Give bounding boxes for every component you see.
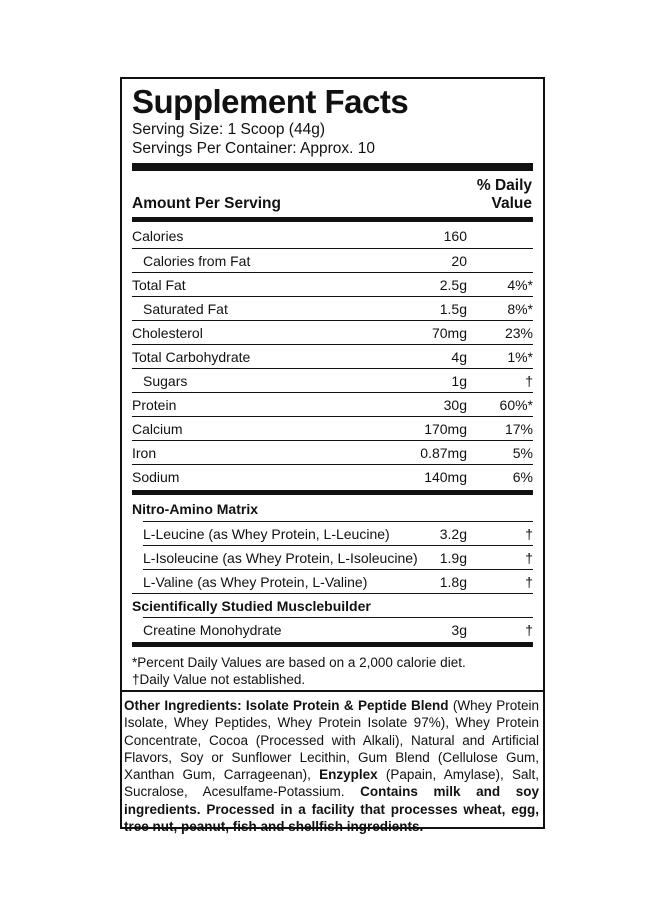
nutrient-row-protein: Protein 30g 60%*: [132, 392, 533, 416]
nutrient-row-iron: Iron 0.87mg 5%: [132, 440, 533, 464]
other-ingredients: Other Ingredients: Isolate Protein & Peptide Blend (Whey Protein Isolate, Whey Peptides, Whey Protein Isolate 97%), Whey Protein Concentrate, Cocoa (Processed with Alkali), Natural and Artificial Flavors, Soy or Sunflower Lecithin, Gum Blend (Cellulose Gum, Xanthan Gum, Carrageenan), Enzyplex (Papain, Amylase), Salt, Sucralose, Acesulfame-Potassium. Contains milk and soy ingredients. Processed in a facility that processes wheat, egg, tree nut, peanut, fish and shellfish ingredients.: [124, 698, 540, 835]
nutrient-row-total-carbohydrate: Total Carbohydrate 4g 1%*: [132, 344, 533, 368]
dv-not-established-footnote: †Daily Value not established.: [132, 672, 306, 687]
blend-row-creatine: Creatine Monohydrate 3g †: [143, 617, 533, 641]
blend-row-l-valine: L-Valine (as Whey Protein, L-Valine) 1.8g †: [143, 569, 533, 593]
servings-per-container: Servings Per Container: Approx. 10: [132, 140, 375, 157]
nutrient-row-calories: Calories 160: [132, 228, 467, 244]
nutrient-row-calories-from-fat: Calories from Fat 20: [132, 248, 533, 272]
section-divider: [132, 490, 533, 495]
nutrient-row-calcium: Calcium 170mg 17%: [132, 416, 533, 440]
panel-title: Supplement Facts: [132, 83, 409, 120]
blend-row-l-leucine: L-Leucine (as Whey Protein, L-Leucine) 3.2g †: [143, 521, 533, 545]
serving-size: Serving Size: 1 Scoop (44g): [132, 121, 325, 138]
ingredients-divider: [122, 690, 543, 692]
blend-row-l-isoleucine: L-Isoleucine (as Whey Protein, L-Isoleucine) 1.9g †: [143, 545, 533, 569]
nutrient-row-total-fat: Total Fat 2.5g 4%*: [132, 272, 533, 296]
percent-dv-footnote: *Percent Daily Values are based on a 2,000 calorie diet.: [132, 655, 466, 670]
nutrient-row-saturated-fat: Saturated Fat 1.5g 8%*: [132, 296, 533, 320]
daily-value-header: % Daily Value: [476, 177, 532, 212]
amount-per-serving-header: Amount Per Serving: [132, 195, 281, 212]
musclebuilder-heading: Scientifically Studied Musclebuilder: [132, 593, 533, 617]
nutrient-row-cholesterol: Cholesterol 70mg 23%: [132, 320, 533, 344]
nutrient-row-sodium: Sodium 140mg 6%: [132, 464, 533, 488]
supplement-facts-panel: [120, 77, 545, 835]
nutrient-row-sugars: Sugars 1g †: [132, 368, 533, 392]
thick-divider: [132, 163, 533, 171]
nitro-amino-heading: Nitro-Amino Matrix: [132, 501, 258, 517]
header-divider: [132, 217, 533, 222]
footer-divider: [132, 642, 533, 647]
